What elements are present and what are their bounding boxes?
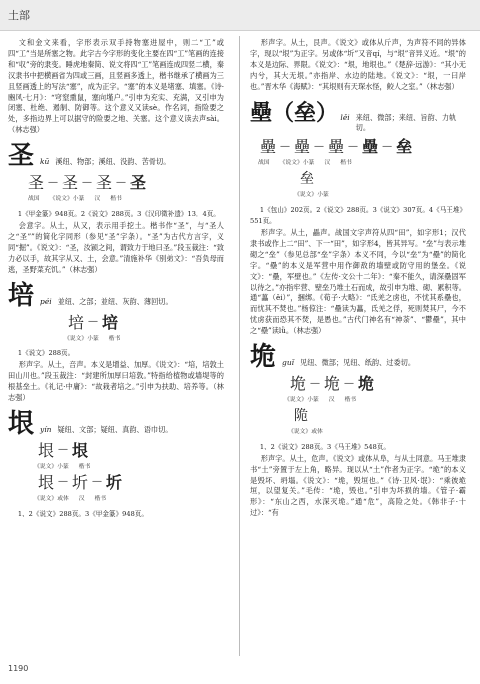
- entry-heading: [8, 142, 224, 170]
- page-number: 1190: [8, 664, 29, 673]
- glyph-caption: 战国: [258, 160, 270, 167]
- left-column: [8, 38, 224, 521]
- entry-character: 垠: [8, 408, 35, 439]
- paragraph: 形声字。从土，危声。《说文》或体从阜，与从土同意。马王堆隶书“土”旁置于左上角，略异。现以从“土”作者为正字。“垝”的本义是毁坏、坍塌。《说文》：“垝，毁垣也。”《诗·卫风·氓》：“乘彼垝垣，以望复关。”毛传：“垝，毁也。”引申为坏损的墙。《管子·霸形》：“东山之西，水深灭垝。”通“危”，高险之处。《韩非子·十过》：“有: [250, 453, 466, 518]
- paragraph: 会意字。从土，从又，表示用手挖土。楷书作“圣”，与“圣人之“圣””的简化字同形（参见“圣”字条）。“圣”为古代方言字，义同“掘”。《说文》：“圣，汝颍之间，谓致力于地曰圣。”段玉裁注：“致力必以手，故其字从又、土，会意。”清施补华《别弟文》：“吾负母而逃，圣野菜充饥。”（林志强）: [8, 220, 225, 274]
- column-divider: [239, 36, 240, 656]
- paragraph: 形声字。从土，艮声。《说文》或体从斤声，为声符不同的异体字，现以“垠”为正字。另或体“圻”又音qí，与“垠”音异义近。“垠”的本义是边际、界限。《说文》：“垠，地垠也。”《楚辞·远游》：“其小无内兮，其大无垠。”亦指岸、水边的陆地。《说文》：“垠，一曰岸也。”晋木华《海赋》：“其垠则有天琛水怪，鲛人之室。”（林志强）: [250, 38, 466, 91]
- right-column: [250, 38, 466, 520]
- entry-pinyin: yín: [40, 424, 52, 434]
- entry-pinyin: kū: [40, 157, 50, 167]
- entry-heading: [8, 282, 224, 310]
- glyph-form: 垒: [396, 137, 413, 157]
- entry-phonology: 溪纽、物部；溪纽、没韵、苦骨切。: [55, 157, 171, 167]
- glyph-caption: 楷书: [94, 495, 107, 502]
- glyph-form: 壘: [362, 137, 379, 157]
- glyph-form: 垝: [324, 374, 341, 394]
- glyph-form: 培: [68, 312, 85, 332]
- paragraph: 文和金文来看，字形表示双手持物塞进屋中，则二“工”或四“工”当是所塞之物。此字古今字形的变化主要在四“工”笔画的连接和“収”旁的隶变。睡虎地秦简、说文将四“工”笔画连成四竖二横，秦汉隶书中把横画省为四或三画，且竖画多透上，楷书继承了横画为三且竖画透上的写法“塞”，成为正字。“塞”的本义是堵塞、填塞。《诗·豳风·七月》：“穹窒熏鼠，塞向墐户。”引申为充实、充满，又引申为闭塞、杜绝、遏制、防御等。这个意义又读sè。作名词，指险要之处，多指边界上可以据守的险要之地、关塞。这个意义读去声sài。（林志强）: [8, 38, 224, 135]
- glyph-evolution: 垝 — 垝 — 垝 《说文》小篆 汉 楷书 陒 《说文》或体: [250, 374, 466, 438]
- source-note: 1《说文》288页。: [17, 349, 75, 358]
- glyph-form: 壘: [328, 137, 345, 157]
- glyph-caption: 汉: [328, 397, 335, 404]
- paragraph: 形声字。从土，咅声。本义是增益、加厚。《说文》：“培，培敦土田山川也。”段玉裁注：“封建所加厚曰培敦。”特指给植物或墙堤等的根基垒土。《礼记·中庸》：“故栽者培之。”引申为扶助、培养等。（林志强）: [8, 360, 224, 403]
- entry-phonology: 疑纽、文部；疑纽、真韵、语巾切。: [57, 424, 173, 434]
- glyph-form: 壘: [294, 137, 311, 157]
- glyph-evolution: 壘 — 壘 — 壘 — 壘 — 垒 战国 《说文》小篆 汉 楷书 垒 《说文》小篆: [250, 137, 466, 201]
- glyph-evolution: 培 — 培 《说文》小篆 楷书: [8, 313, 224, 345]
- section-title: 土部: [8, 9, 30, 22]
- source-note: 1、2《说文》288页。3《甲金篆》948页。: [17, 509, 148, 518]
- glyph-form: 圣: [28, 173, 45, 193]
- glyph-form: 垝: [358, 374, 375, 394]
- glyph-form: 圣: [96, 173, 113, 193]
- glyph-form: 圣: [130, 173, 147, 193]
- entry-phonology: 见纽、微部；见纽、纸韵、过委切。: [300, 358, 416, 368]
- glyph-caption: 楷书: [108, 335, 121, 342]
- glyph-caption: 楷书: [110, 196, 122, 203]
- glyph-caption: 《说文》或体: [288, 428, 323, 435]
- glyph-caption: 《说文》小篆: [294, 192, 329, 199]
- entry-phonology: 並纽、之部；並纽、灰韵、薄回切。: [57, 296, 173, 306]
- entry-pinyin: lěi: [340, 112, 350, 122]
- glyph-form: 圻: [106, 472, 123, 492]
- glyph-caption: 《说文》或体: [34, 495, 69, 502]
- glyph-caption: 《说文》小篆: [64, 335, 99, 342]
- glyph-form: 垠: [38, 440, 55, 460]
- entry-phonology: 来纽、微部；来纽、旨韵、力轨切。: [355, 112, 457, 133]
- glyph-form: 圻: [72, 472, 89, 492]
- glyph-form: 培: [102, 312, 119, 332]
- paragraph: 形声字。从土，畾声。战国文字声符从四“田”，如字形1；汉代隶书或作上二“田”、下一“田”，如字形4，皆其异写。“垒”与表示堆砌之“垒”（参见总部“垒”字条）本义不同，今以“垒”为“壘”的简化字。“壘”的本义是军营中用作御敌的墙壁或防守用的堡垒。《说文》：“壘，军壁也。”《左传·文公十二年》：“秦不能久，请深壘固军以待之。”亦指牢营、壁垒乃堆土石而成，故引申为堆、砌、累积等。通“藟（ěi）”，捆绑。《荀子·大略》：“氐羌之虏也，不忧其系壘也，而忧其不焚也。”杨倞注：“壘读为藟，氐羌之俘，死则焚其尸，今不忧虏获而恐其不焚，是愚也。”古代门神名有“神荼”、“鬱壘”，其中之“壘”读lǜ。（林志强）: [250, 227, 466, 336]
- entry-heading: [8, 410, 224, 438]
- glyph-caption: 汉: [78, 495, 85, 502]
- source-note: 1、2《说文》288页。3《马王堆》548页。: [259, 442, 390, 451]
- glyph-caption: 战国: [28, 196, 40, 203]
- entry-character: 培: [8, 280, 35, 311]
- entry-pinyin: guǐ: [282, 358, 295, 368]
- entry-character: 垝: [250, 342, 277, 373]
- source-note: 1《包山》202页。2《说文》288页。3《说文》307页。4《马王堆》551页。: [250, 206, 463, 226]
- glyph-form: 壘: [260, 137, 277, 157]
- glyph-caption: 《说文》小篆: [49, 196, 85, 203]
- glyph-caption: 楷书: [78, 463, 91, 470]
- glyph-caption: 《说文》小篆: [34, 463, 69, 470]
- page-header: [0, 0, 480, 31]
- glyph-caption: 《说文》小篆: [279, 160, 315, 167]
- glyph-caption: 楷书: [344, 397, 357, 404]
- glyph-evolution: 垠 — 垠 《说文》小篆 楷书 垠 — 圻 — 圻 《说文》或体 汉 楷书: [8, 441, 224, 505]
- glyph-form: 垝: [290, 374, 307, 394]
- glyph-caption: 《说文》小篆: [284, 397, 319, 404]
- glyph-form: 垒: [300, 171, 314, 188]
- entry-heading: [250, 99, 466, 135]
- entry-character: 壘（垒）: [250, 99, 339, 126]
- glyph-form: 陒: [294, 407, 308, 424]
- glyph-caption: 汉: [324, 160, 331, 167]
- entry-heading: [250, 343, 466, 371]
- glyph-evolution: 圣 — 圣 — 圣 — 圣 战国 《说文》小篆 汉 楷书: [8, 173, 224, 205]
- source-note: 1《甲金篆》948页。2《说文》288页。3《汉印徵补遗》13．4页。: [17, 210, 220, 219]
- entry-character: 圣: [8, 141, 35, 172]
- glyph-form: 圣: [62, 173, 79, 193]
- glyph-caption: 楷书: [340, 160, 352, 167]
- glyph-form: 垠: [72, 440, 89, 460]
- glyph-caption: 汉: [94, 196, 101, 203]
- entry-pinyin: péi: [40, 296, 52, 306]
- glyph-form: 垠: [38, 472, 55, 492]
